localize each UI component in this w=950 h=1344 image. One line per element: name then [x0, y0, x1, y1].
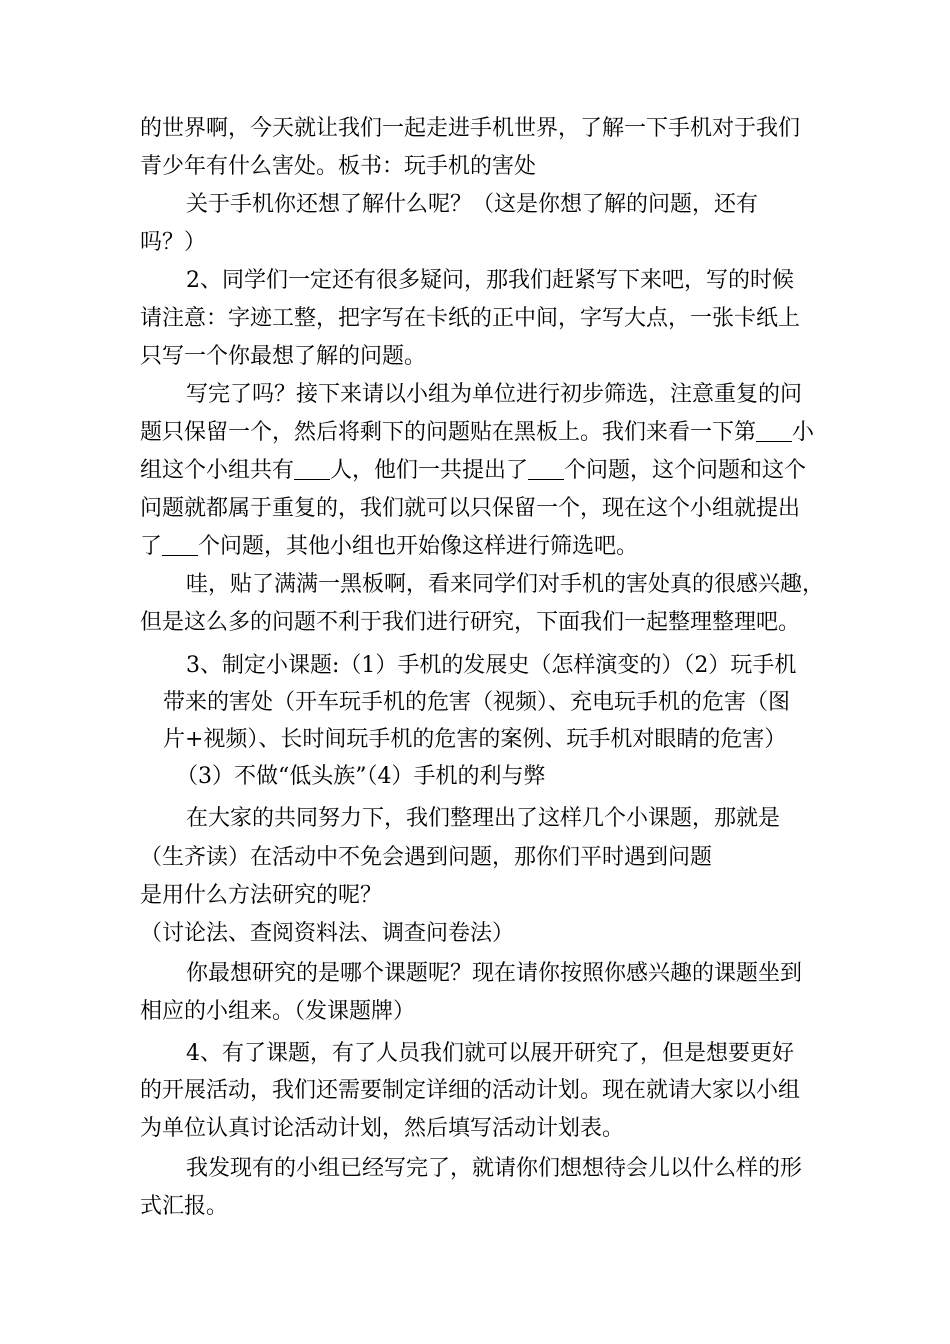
- blank-underline: [294, 457, 330, 480]
- text-line: 关于手机你还想了解什么呢？（这是你想了解的问题，还有: [186, 192, 759, 217]
- text-line: 青少年有什么害处。板书：玩手机的害处: [140, 154, 537, 179]
- text-line: 片+视频）、长时间玩手机的危害的案例、玩手机对眼睛的危害）: [163, 727, 787, 752]
- text-line: （讨论法、查阅资料法、调查问卷法）: [140, 921, 515, 946]
- text-line: 问题就都属于重复的，我们就可以只保留一个，现在这个小组就提出: [140, 496, 801, 521]
- text-line: 带来的害处（开车玩手机的危害（视频）、充电玩手机的危害（图: [163, 690, 791, 715]
- text-line: 的开展活动，我们还需要制定详细的活动计划。现在就请大家以小组: [140, 1078, 801, 1103]
- text-segment: 个问题，这个问题和这个: [564, 458, 807, 483]
- text-line: [140, 456, 806, 486]
- text-line: 我发现有的小组已经写完了，就请你们想想待会儿以什么样的形: [186, 1156, 803, 1181]
- text-segment: 组这个小组共有: [140, 458, 295, 483]
- text-line: 哇，贴了满满一黑板啊，看来同学们对手机的害处真的很感兴趣，: [186, 572, 825, 597]
- text-line: 在大家的共同努力下，我们整理出了这样几个小课题，那就是: [186, 806, 781, 831]
- text-segment: 人，他们一共提出了: [330, 458, 529, 483]
- text-segment: 题只保留一个，然后将剩下的问题贴在黑板上。我们来看一下第: [140, 420, 757, 445]
- text-line: 相应的小组来。（发课题牌）: [140, 999, 416, 1024]
- text-line: （3）不做“低头族”（4）手机的利与弊: [176, 764, 546, 789]
- text-line: （生齐读）在活动中不免会遇到问题，那你们平时遇到问题: [140, 845, 713, 870]
- text-line: 为单位认真讨论活动计划，然后填写活动计划表。: [140, 1116, 625, 1141]
- text-line: 4、有了课题，有了人员我们就可以展开研究了，但是想要更好: [186, 1041, 794, 1066]
- text-line: [140, 418, 814, 448]
- text-line: 你最想研究的是哪个课题呢？现在请你按照你感兴趣的课题坐到: [186, 961, 803, 986]
- text-line: 请注意：字迹工整，把字写在卡纸的正中间，字写大点，一张卡纸上: [140, 306, 801, 331]
- text-line: 吗？）: [140, 230, 207, 255]
- text-line: [140, 532, 638, 562]
- text-segment: 个问题，其他小组也开始像这样进行筛选吧。: [198, 534, 639, 559]
- blank-underline: [528, 457, 564, 480]
- text-line: 写完了吗？接下来请以小组为单位进行初步筛选，注意重复的问: [186, 382, 803, 407]
- text-line: 但是这么多的问题不利于我们进行研究，下面我们一起整理整理吧。: [140, 610, 801, 635]
- text-line: 是用什么方法研究的呢？: [140, 883, 383, 908]
- blank-underline: [162, 533, 198, 556]
- text-line: 式汇报。: [140, 1194, 229, 1219]
- text-line: 3、制定小课题:（1）手机的发展史（怎样演变的）（2）玩手机: [186, 653, 797, 678]
- text-line: 的世界啊，今天就让我们一起走进手机世界，了解一下手机对于我们: [140, 116, 801, 141]
- text-segment: 了: [140, 534, 163, 559]
- text-line: 只写一个你最想了解的问题。: [140, 344, 427, 369]
- text-segment: 小: [792, 420, 815, 445]
- text-line: 2、同学们一定还有很多疑问，那我们赶紧写下来吧，写的时候: [186, 268, 794, 293]
- blank-underline: [756, 419, 792, 442]
